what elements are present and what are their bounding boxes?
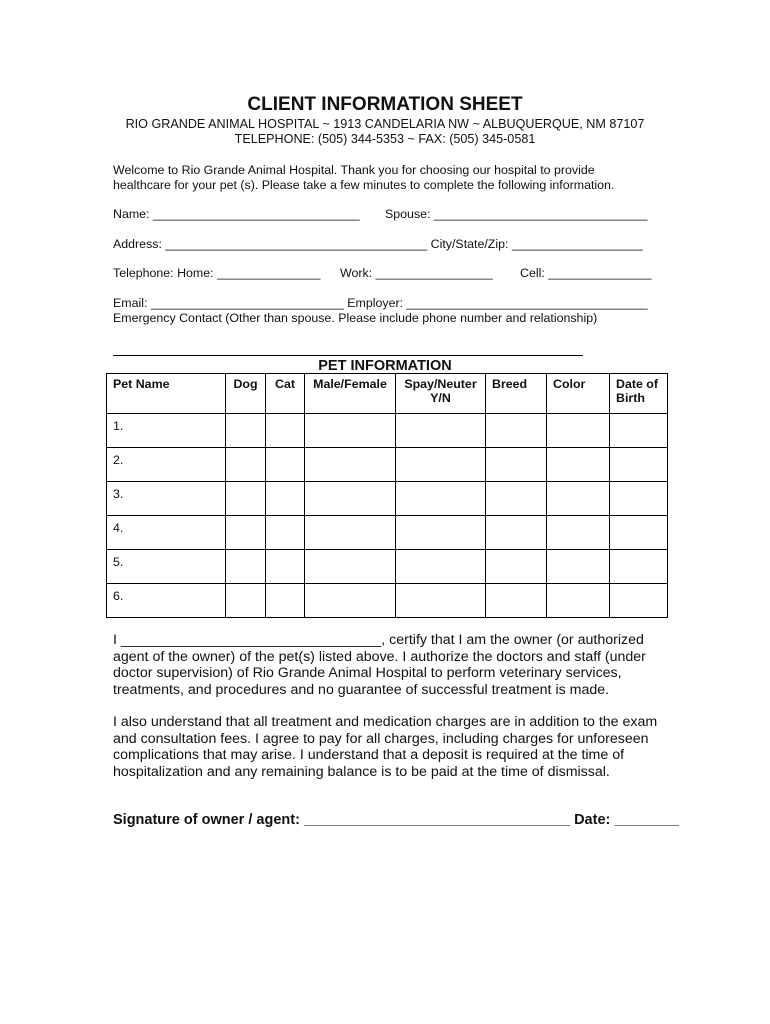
table-cell[interactable] bbox=[226, 516, 266, 550]
col-dog: Dog bbox=[226, 374, 266, 414]
authorization-paragraph bbox=[113, 632, 673, 698]
table-cell[interactable] bbox=[266, 482, 305, 516]
table-cell[interactable] bbox=[266, 516, 305, 550]
table-cell[interactable] bbox=[486, 584, 547, 618]
table-cell[interactable] bbox=[486, 414, 547, 448]
table-row bbox=[107, 584, 668, 618]
table-cell[interactable] bbox=[226, 584, 266, 618]
table-cell[interactable] bbox=[486, 516, 547, 550]
table-cell[interactable] bbox=[610, 584, 668, 618]
work-phone-field[interactable]: Work: _________________ bbox=[340, 266, 493, 280]
pet-information-title: PET INFORMATION bbox=[318, 358, 452, 374]
table-cell[interactable] bbox=[266, 550, 305, 584]
table-cell[interactable] bbox=[396, 584, 486, 618]
telephone-home-field[interactable]: Telephone: Home: _______________ bbox=[113, 266, 321, 280]
intro-line-1: Welcome to Rio Grande Animal Hospital. Thank you for choosing our hospital to provide bbox=[113, 163, 595, 177]
address-field[interactable]: Address: ______________________________________ City/State/Zip: ___________________ bbox=[113, 237, 643, 251]
table-cell[interactable] bbox=[396, 482, 486, 516]
hospital-contact: TELEPHONE: (505) 344-5353 ~ FAX: (505) 345-0581 bbox=[234, 132, 536, 146]
table-row bbox=[107, 550, 668, 584]
table-cell[interactable] bbox=[486, 482, 547, 516]
table-cell[interactable] bbox=[305, 414, 396, 448]
table-cell[interactable] bbox=[226, 448, 266, 482]
table-cell[interactable] bbox=[305, 482, 396, 516]
table-cell[interactable] bbox=[547, 448, 610, 482]
table-cell[interactable] bbox=[547, 414, 610, 448]
col-cat: Cat bbox=[266, 374, 305, 414]
signature-date-line[interactable]: Signature of owner / agent: _________________________________ Date: ________ bbox=[113, 812, 679, 828]
paragraph-line: hospitalization and any remaining balance is to be paid at the time of dismissal. bbox=[113, 763, 610, 780]
paragraph-line: agent of the owner) of the pet(s) listed above. I authorize the doctors and staff (under bbox=[113, 648, 646, 665]
table-cell[interactable] bbox=[396, 550, 486, 584]
table-cell[interactable] bbox=[610, 516, 668, 550]
pet-name-cell[interactable]: 6. bbox=[107, 584, 226, 618]
table-cell[interactable] bbox=[305, 448, 396, 482]
table-cell[interactable] bbox=[547, 550, 610, 584]
table-cell[interactable] bbox=[486, 448, 547, 482]
pet-information-table bbox=[106, 373, 668, 618]
intro-line-2: healthcare for your pet (s). Please take a few minutes to complete the following information. bbox=[113, 178, 615, 192]
table-cell[interactable] bbox=[266, 414, 305, 448]
pet-name-cell[interactable]: 1. bbox=[107, 414, 226, 448]
charges-paragraph bbox=[113, 714, 673, 780]
table-row bbox=[107, 414, 668, 448]
col-spay-neuter: Spay/Neuter Y/N bbox=[396, 374, 486, 414]
table-row bbox=[107, 482, 668, 516]
col-color: Color bbox=[547, 374, 610, 414]
table-cell[interactable] bbox=[396, 414, 486, 448]
table-cell[interactable] bbox=[305, 516, 396, 550]
table-cell[interactable] bbox=[547, 584, 610, 618]
table-cell[interactable] bbox=[266, 448, 305, 482]
cell-phone-field[interactable]: Cell: _______________ bbox=[520, 266, 652, 280]
table-cell[interactable] bbox=[226, 414, 266, 448]
table-cell[interactable] bbox=[305, 550, 396, 584]
col-breed: Breed bbox=[486, 374, 547, 414]
document-title: CLIENT INFORMATION SHEET bbox=[247, 94, 523, 115]
col-pet-name: Pet Name bbox=[107, 374, 226, 414]
pet-name-cell[interactable]: 2. bbox=[107, 448, 226, 482]
paragraph-line: I also understand that all treatment and medication charges are in addition to the exam bbox=[113, 714, 658, 730]
table-cell[interactable] bbox=[226, 482, 266, 516]
email-employer-field[interactable]: Email: ____________________________ Employer: ___________________________________ bbox=[113, 296, 648, 310]
table-row bbox=[107, 448, 668, 482]
hospital-address: RIO GRANDE ANIMAL HOSPITAL ~ 1913 CANDELARIA NW ~ ALBUQUERQUE, NM 87107 bbox=[125, 117, 645, 131]
table-row bbox=[107, 516, 668, 550]
table-cell[interactable] bbox=[396, 448, 486, 482]
pet-name-cell[interactable]: 5. bbox=[107, 550, 226, 584]
table-cell[interactable] bbox=[547, 516, 610, 550]
paragraph-line: complications that may arise. I understand that a deposit is required at the time of bbox=[113, 747, 625, 764]
table-cell[interactable] bbox=[305, 584, 396, 618]
emergency-contact-label: Emergency Contact (Other than spouse. Please include phone number and relationship) bbox=[113, 311, 598, 325]
table-cell[interactable] bbox=[610, 414, 668, 448]
table-cell[interactable] bbox=[226, 550, 266, 584]
paragraph-line[interactable]: I _________________________________, certify that I am the owner (or authorized bbox=[113, 632, 644, 648]
col-date-of-birth: Date of Birth bbox=[610, 374, 668, 414]
table-cell[interactable] bbox=[266, 584, 305, 618]
paragraph-line: and consultation fees. I agree to pay for all charges, including charges for unforeseen bbox=[113, 730, 649, 747]
table-cell[interactable] bbox=[610, 550, 668, 584]
table-cell[interactable] bbox=[396, 516, 486, 550]
emergency-contact-line[interactable] bbox=[113, 355, 583, 356]
paragraph-line: treatments, and procedures and no guarantee of successful treatment is made. bbox=[113, 681, 610, 698]
pet-name-cell[interactable]: 4. bbox=[107, 516, 226, 550]
table-cell[interactable] bbox=[547, 482, 610, 516]
table-header-row bbox=[107, 374, 668, 414]
paragraph-line: doctor supervision) of Rio Grande Animal Hospital to perform veterinary services, bbox=[113, 665, 622, 682]
spouse-field[interactable]: Spouse: _______________________________ bbox=[385, 207, 648, 221]
col-sex: Male/Female bbox=[305, 374, 396, 414]
pet-name-cell[interactable]: 3. bbox=[107, 482, 226, 516]
table-cell[interactable] bbox=[610, 448, 668, 482]
table-cell[interactable] bbox=[486, 550, 547, 584]
name-field[interactable]: Name: ______________________________ bbox=[113, 207, 360, 221]
table-cell[interactable] bbox=[610, 482, 668, 516]
